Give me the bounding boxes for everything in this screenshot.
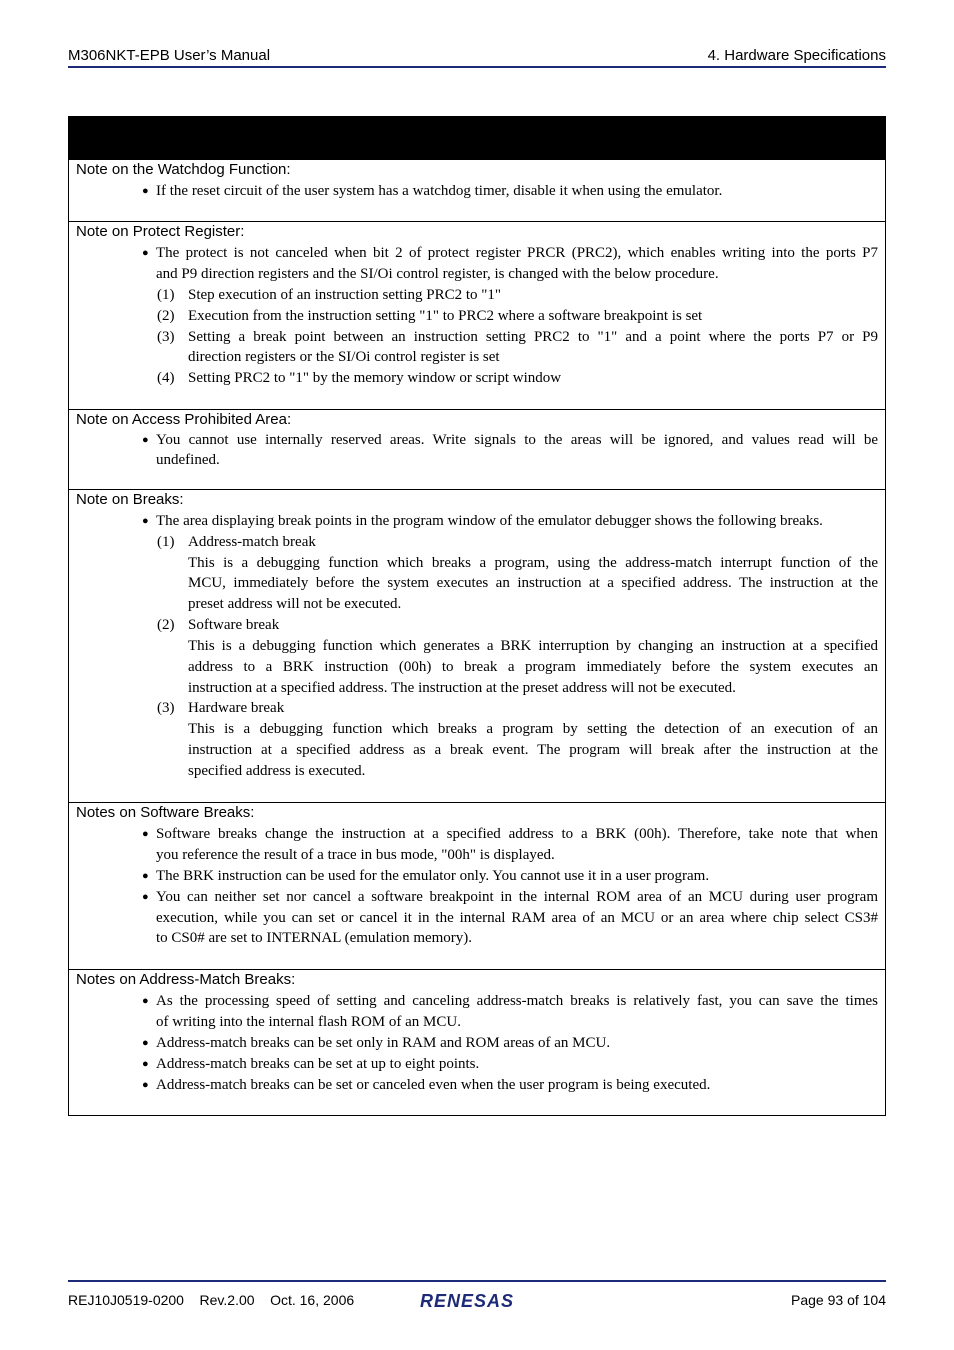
bullet-text: undefined. bbox=[156, 452, 220, 468]
section-heading: Note on Access Prohibited Area: bbox=[76, 411, 292, 428]
section-heading: Note on Protect Register: bbox=[76, 223, 245, 240]
svg-text:RENESAS: RENESAS bbox=[420, 1291, 515, 1310]
section-protect-register bbox=[69, 221, 885, 410]
list-number: (2) bbox=[157, 617, 175, 633]
bullet-text: You cannot use internally reserved areas. Write signals to the areas will be ignored, and values read will be bbox=[156, 432, 878, 448]
list-item-desc: instruction at a specified address. The instruction at the preset address will not be executed. bbox=[188, 680, 736, 696]
list-number: (3) bbox=[157, 329, 175, 345]
bullet-icon: ● bbox=[142, 1037, 149, 1049]
bullet-text: Address-match breaks can be set at up to eight points. bbox=[156, 1056, 480, 1072]
section-access-prohibited bbox=[69, 409, 885, 490]
bullet-text: to CS0# are set to INTERNAL (emulation memory). bbox=[156, 930, 473, 946]
bullet-icon: ● bbox=[142, 185, 149, 197]
list-item-desc: This is a debugging function which breaks a program by setting the detection of an execution of an bbox=[188, 721, 878, 737]
header-doc-title: M306NKT-EPB User’s Manual bbox=[68, 47, 271, 64]
bullet-text: The BRK instruction can be used for the emulator only. You cannot use it in a user program. bbox=[156, 868, 710, 884]
list-item: Step execution of an instruction setting PRC2 to "1" bbox=[188, 287, 502, 303]
section-heading: Notes on Address-Match Breaks: bbox=[76, 971, 296, 988]
section-address-match-breaks bbox=[69, 969, 885, 1116]
bullet-icon: ● bbox=[142, 247, 149, 259]
section-heading: Note on Breaks: bbox=[76, 491, 184, 508]
list-number: (4) bbox=[157, 370, 175, 386]
list-item-desc: MCU, immediately before the system executes an instruction at a specified address. The instruction at the bbox=[188, 575, 878, 591]
footer-doc-info: REJ10J0519-0200 Rev.2.00 Oct. 16, 2006 bbox=[68, 1292, 355, 1308]
section-heading: Note on the Watchdog Function: bbox=[76, 161, 291, 178]
bullet-icon: ● bbox=[142, 870, 149, 882]
bullet-icon: ● bbox=[142, 1058, 149, 1070]
header-chapter: 4. Hardware Specifications bbox=[707, 47, 886, 64]
section-breaks bbox=[69, 489, 885, 803]
bullet-text: The protect is not canceled when bit 2 of protect register PRCR (PRC2), which enables writing into the ports P7 bbox=[156, 245, 878, 261]
bullet-text: execution, while you can set or cancel it in the internal RAM area of an MCU or an area where chip select CS3# bbox=[156, 910, 878, 926]
renesas-logo-icon bbox=[420, 1290, 532, 1310]
list-item: Setting PRC2 to "1" by the memory window or script window bbox=[188, 370, 562, 386]
bullet-text: Address-match breaks can be set only in RAM and ROM areas of an MCU. bbox=[156, 1035, 611, 1051]
list-item-desc: instruction at a specified address as a break event. The program will break after the instruction at the bbox=[188, 742, 878, 758]
bullet-icon: ● bbox=[142, 891, 149, 903]
list-item-desc: specified address is executed. bbox=[188, 763, 366, 779]
bullet-text: As the processing speed of setting and canceling address-match breaks is relatively fast, you can save the times bbox=[156, 993, 878, 1009]
list-item-desc: preset address will not be executed. bbox=[188, 596, 402, 612]
list-number: (3) bbox=[157, 700, 175, 716]
list-item-desc: This is a debugging function which breaks a program, using the address-match interrupt function of the bbox=[188, 555, 878, 571]
list-item: direction registers or the SI/Oi control register is set bbox=[188, 349, 500, 365]
bullet-icon: ● bbox=[142, 1079, 149, 1091]
bullet-text: Address-match breaks can be set or canceled even when the user program is being executed. bbox=[156, 1077, 711, 1093]
list-number: (2) bbox=[157, 308, 175, 324]
list-item-desc: address to a BRK instruction (00h) to break a program immediately before the system executes an bbox=[188, 659, 878, 675]
list-item-title: Address-match break bbox=[188, 534, 316, 550]
bullet-text: If the reset circuit of the user system has a watchdog timer, disable it when using the emulator. bbox=[156, 183, 723, 199]
section-watchdog bbox=[69, 159, 885, 222]
bullet-icon: ● bbox=[142, 434, 149, 446]
page-header bbox=[68, 46, 886, 68]
table-title-bar bbox=[69, 117, 885, 159]
notes-table bbox=[68, 116, 886, 1116]
section-software-breaks bbox=[69, 802, 885, 970]
list-item: Setting a break point between an instruction setting PRC2 to "1" and a point where the ports P7 or P9 bbox=[188, 329, 878, 345]
bullet-text: you reference the result of a trace in bus mode, "00h" is displayed. bbox=[156, 847, 555, 863]
section-heading: Notes on Software Breaks: bbox=[76, 804, 255, 821]
bullet-icon: ● bbox=[142, 828, 149, 840]
bullet-icon: ● bbox=[142, 515, 149, 527]
footer-page-number: Page 93 of 104 bbox=[791, 1292, 886, 1308]
bullet-icon: ● bbox=[142, 995, 149, 1007]
bullet-text: Software breaks change the instruction at a specified address to a BRK (00h). Therefore, take note that when bbox=[156, 826, 878, 842]
list-number: (1) bbox=[157, 534, 175, 550]
bullet-text: of writing into the internal flash ROM of an MCU. bbox=[156, 1014, 461, 1030]
list-item-title: Software break bbox=[188, 617, 280, 633]
bullet-text: You can neither set nor cancel a software breakpoint in the internal ROM area of an MCU during user program bbox=[156, 889, 878, 905]
list-number: (1) bbox=[157, 287, 175, 303]
list-item: Execution from the instruction setting "1" to PRC2 where a software breakpoint is set bbox=[188, 308, 703, 324]
list-item-desc: This is a debugging function which generates a BRK interruption by changing an instruction at a specified bbox=[188, 638, 878, 654]
bullet-text: The area displaying break points in the program window of the emulator debugger shows the following breaks. bbox=[156, 513, 823, 529]
list-item-title: Hardware break bbox=[188, 700, 285, 716]
page-footer bbox=[68, 1280, 886, 1310]
bullet-text: and P9 direction registers and the SI/Oi control register, is changed with the below procedure. bbox=[156, 266, 719, 282]
